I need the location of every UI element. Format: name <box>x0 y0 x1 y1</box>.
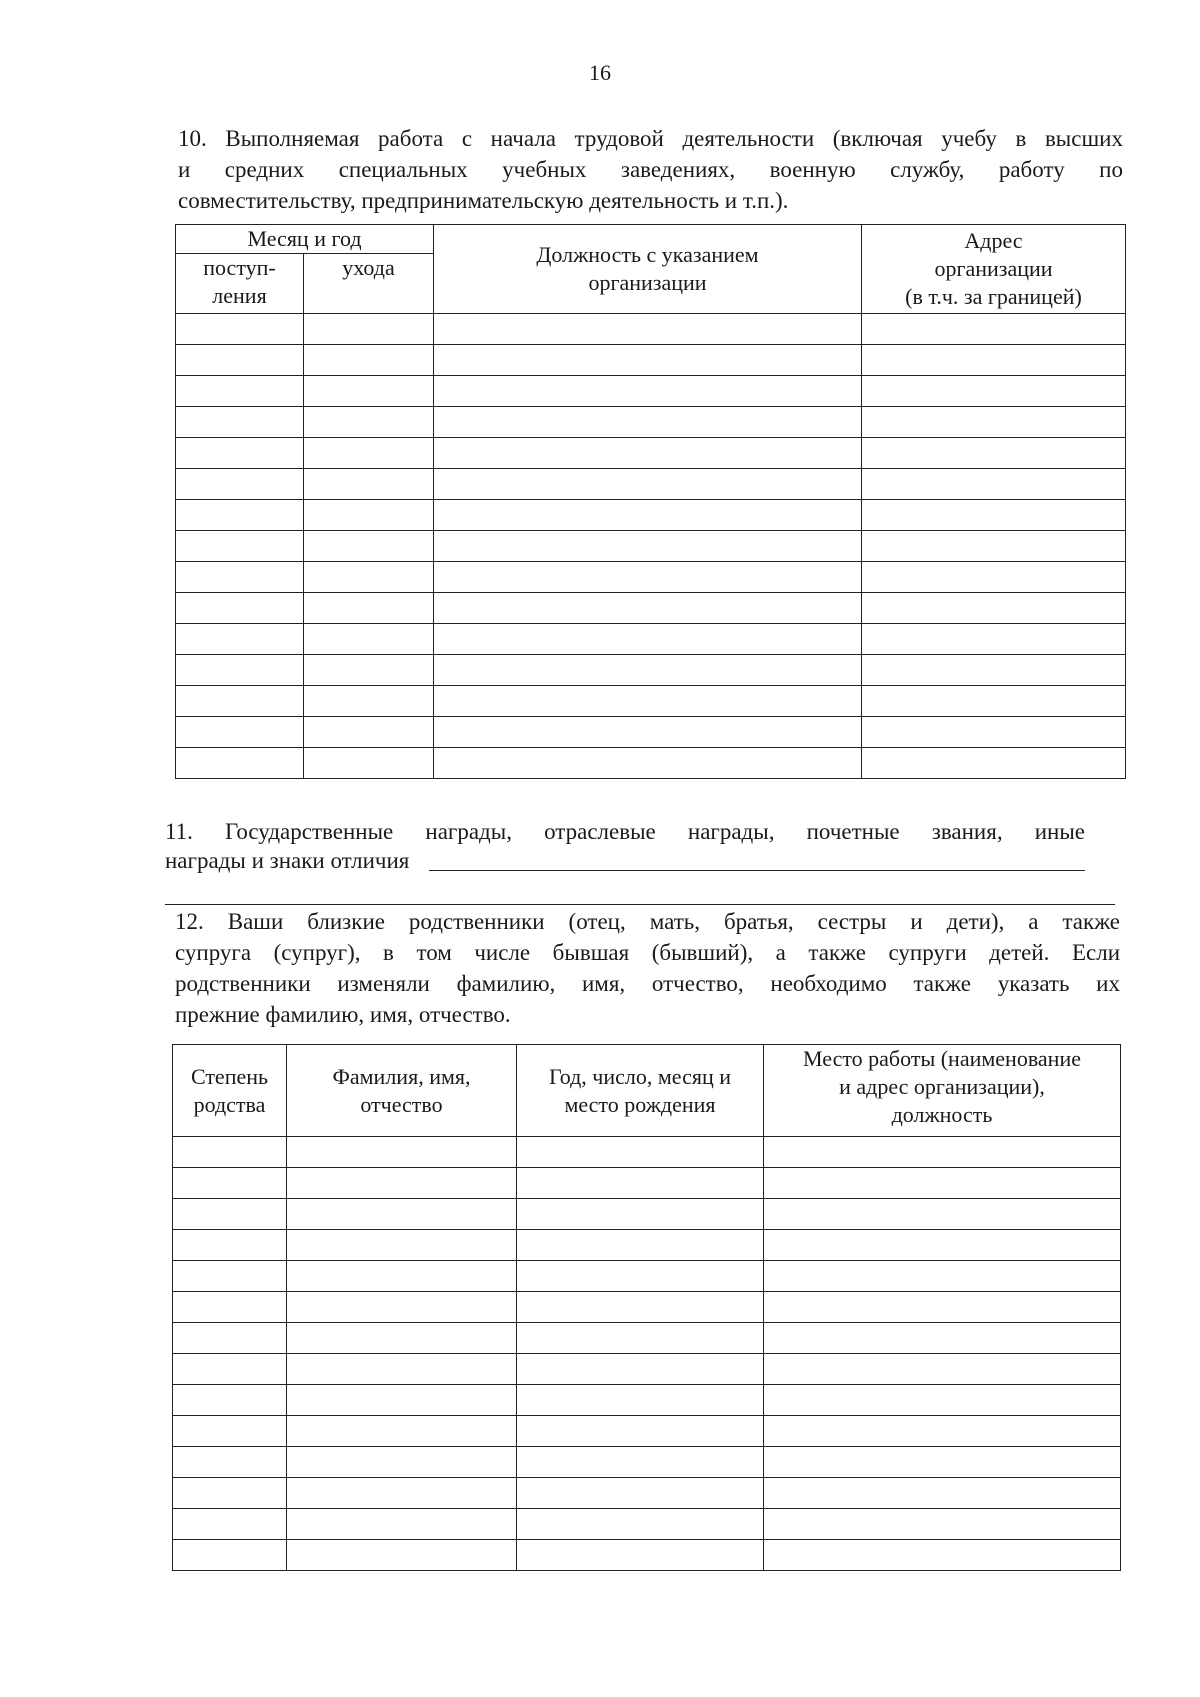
relatives-cell[interactable] <box>173 1323 287 1354</box>
section-10-line: совместительству, предпринимательскую деятельность и т.п.). <box>178 188 789 213</box>
work-history-row <box>176 531 1126 562</box>
header-relation <box>173 1045 287 1137</box>
header-birth-line: Год, число, месяц и <box>548 1063 732 1089</box>
work-history-cell[interactable] <box>862 469 1126 500</box>
work-history-cell[interactable] <box>304 345 434 376</box>
relatives-cell[interactable] <box>517 1261 764 1292</box>
section-10-line: 10. Выполняемая работа с начала трудовой деятельности (включая учебу в высших <box>178 126 1123 151</box>
relatives-cell[interactable] <box>287 1323 517 1354</box>
relatives-row <box>173 1478 1121 1509</box>
relatives-row <box>173 1199 1121 1230</box>
work-history-cell[interactable] <box>176 717 304 748</box>
work-history-cell[interactable] <box>862 531 1126 562</box>
relatives-cell[interactable] <box>173 1385 287 1416</box>
relatives-cell[interactable] <box>173 1416 287 1447</box>
relatives-cell[interactable] <box>173 1230 287 1261</box>
work-history-cell[interactable] <box>176 531 304 562</box>
relatives-cell[interactable] <box>764 1323 1121 1354</box>
relatives-row <box>173 1416 1121 1447</box>
work-history-cell[interactable] <box>304 655 434 686</box>
awards-fill-line[interactable] <box>429 869 1085 871</box>
relatives-cell[interactable] <box>764 1292 1121 1323</box>
header-start-line: ления <box>212 283 267 308</box>
section-12-line: родственники изменяли фамилию, имя, отчество, необходимо также указать их <box>175 971 1120 996</box>
work-history-row <box>176 686 1126 717</box>
work-history-cell[interactable] <box>176 562 304 593</box>
work-history-row <box>176 655 1126 686</box>
relatives-cell[interactable] <box>517 1416 764 1447</box>
work-history-cell[interactable] <box>304 407 434 438</box>
relatives-cell[interactable] <box>173 1540 287 1571</box>
relatives-cell[interactable] <box>173 1137 287 1168</box>
work-history-cell[interactable] <box>176 686 304 717</box>
work-history-cell[interactable] <box>304 624 434 655</box>
relatives-cell[interactable] <box>517 1540 764 1571</box>
relatives-cell[interactable] <box>287 1137 517 1168</box>
header-full-name-line: Фамилия, имя, <box>332 1063 471 1089</box>
header-start-line: поступ- <box>203 255 276 280</box>
relatives-cell[interactable] <box>287 1261 517 1292</box>
relatives-cell[interactable] <box>517 1354 764 1385</box>
work-history-cell[interactable] <box>862 748 1126 779</box>
work-history-row <box>176 376 1126 407</box>
work-history-cell[interactable] <box>304 562 434 593</box>
relatives-row <box>173 1447 1121 1478</box>
header-workplace <box>764 1045 1121 1137</box>
work-history-cell[interactable] <box>434 438 862 469</box>
work-history-cell[interactable] <box>862 438 1126 469</box>
header-month-year: Месяц и год <box>176 225 434 254</box>
relatives-row <box>173 1354 1121 1385</box>
work-history-cell[interactable] <box>862 717 1126 748</box>
work-history-cell[interactable] <box>862 345 1126 376</box>
relatives-cell[interactable] <box>517 1292 764 1323</box>
work-history-row <box>176 717 1126 748</box>
awards-continuation-line[interactable] <box>165 904 1115 905</box>
header-workplace-line: должность <box>891 1102 993 1127</box>
relatives-table <box>172 1044 1121 1571</box>
work-history-cell[interactable] <box>434 407 862 438</box>
relatives-cell[interactable] <box>764 1478 1121 1509</box>
work-history-cell[interactable] <box>434 686 862 717</box>
relatives-row <box>173 1540 1121 1571</box>
section-11-line: 11. Государственные награды, отраслевые награды, почетные звания, иные <box>165 819 1085 844</box>
work-history-cell[interactable] <box>304 748 434 779</box>
section-10-line: и средних специальных учебных заведениях, военную службу, работу по <box>178 157 1123 182</box>
work-history-cell[interactable] <box>176 748 304 779</box>
work-history-cell[interactable] <box>304 500 434 531</box>
work-history-cell[interactable] <box>862 655 1126 686</box>
relatives-row <box>173 1323 1121 1354</box>
relatives-cell[interactable] <box>173 1261 287 1292</box>
work-history-cell[interactable] <box>304 531 434 562</box>
work-history-cell[interactable] <box>862 500 1126 531</box>
relatives-row <box>173 1168 1121 1199</box>
section-12-line: супруга (супруг), в том числе бывшая (бывший), а также супруги детей. Если <box>175 940 1120 965</box>
work-history-row <box>176 469 1126 500</box>
relatives-row <box>173 1137 1121 1168</box>
work-history-row <box>176 345 1126 376</box>
relatives-cell[interactable] <box>173 1478 287 1509</box>
relatives-cell[interactable] <box>764 1509 1121 1540</box>
header-position-line: Должность с указанием <box>536 242 759 267</box>
relatives-cell[interactable] <box>517 1199 764 1230</box>
work-history-cell[interactable] <box>434 500 862 531</box>
work-history-row <box>176 500 1126 531</box>
relatives-cell[interactable] <box>287 1230 517 1261</box>
work-history-row <box>176 438 1126 469</box>
work-history-cell[interactable] <box>434 531 862 562</box>
section-12-text <box>175 906 1120 1030</box>
work-history-cell[interactable] <box>862 407 1126 438</box>
relatives-cell[interactable] <box>287 1168 517 1199</box>
work-history-cell[interactable] <box>434 314 862 345</box>
relatives-cell[interactable] <box>287 1447 517 1478</box>
work-history-cell[interactable] <box>176 593 304 624</box>
work-history-table <box>175 224 1126 779</box>
relatives-cell[interactable] <box>287 1385 517 1416</box>
section-11-label: награды и знаки отличия <box>165 848 410 873</box>
work-history-row <box>176 562 1126 593</box>
header-full-name-line: отчество <box>360 1091 443 1117</box>
relatives-cell[interactable] <box>287 1292 517 1323</box>
work-history-cell[interactable] <box>862 686 1126 717</box>
work-history-cell[interactable] <box>304 593 434 624</box>
relatives-cell[interactable] <box>173 1447 287 1478</box>
relatives-cell[interactable] <box>173 1292 287 1323</box>
relatives-row <box>173 1261 1121 1292</box>
relatives-row <box>173 1292 1121 1323</box>
relatives-cell[interactable] <box>287 1509 517 1540</box>
relatives-cell[interactable] <box>764 1199 1121 1230</box>
work-history-row <box>176 624 1126 655</box>
relatives-cell[interactable] <box>764 1385 1121 1416</box>
relatives-cell[interactable] <box>517 1478 764 1509</box>
header-workplace-line: Место работы (наименование <box>802 1046 1081 1071</box>
work-history-cell[interactable] <box>434 345 862 376</box>
relatives-cell[interactable] <box>287 1478 517 1509</box>
relatives-cell[interactable] <box>287 1354 517 1385</box>
work-history-row <box>176 314 1126 345</box>
relatives-cell[interactable] <box>764 1230 1121 1261</box>
header-relation-line: Степень <box>190 1063 269 1089</box>
work-history-cell[interactable] <box>434 748 862 779</box>
header-address-line: организации <box>934 256 1053 281</box>
header-full-name <box>287 1045 517 1137</box>
work-history-cell[interactable] <box>434 624 862 655</box>
work-history-cell[interactable] <box>176 376 304 407</box>
work-history-cell[interactable] <box>304 438 434 469</box>
work-history-cell[interactable] <box>434 469 862 500</box>
relatives-cell[interactable] <box>173 1168 287 1199</box>
section-12-line: прежние фамилию, имя, отчество. <box>175 1002 511 1027</box>
relatives-cell[interactable] <box>764 1540 1121 1571</box>
work-history-cell[interactable] <box>862 562 1126 593</box>
work-history-cell[interactable] <box>304 469 434 500</box>
work-history-cell[interactable] <box>304 717 434 748</box>
relatives-cell[interactable] <box>764 1354 1121 1385</box>
work-history-cell[interactable] <box>176 500 304 531</box>
relatives-cell[interactable] <box>517 1137 764 1168</box>
work-history-cell[interactable] <box>176 314 304 345</box>
section-12-line: 12. Ваши близкие родственники (отец, мать, братья, сестры и дети), а также <box>175 909 1120 934</box>
relatives-cell[interactable] <box>173 1199 287 1230</box>
header-position <box>434 225 862 314</box>
relatives-cell[interactable] <box>287 1416 517 1447</box>
header-address <box>862 225 1126 314</box>
work-history-cell[interactable] <box>862 624 1126 655</box>
work-history-cell[interactable] <box>176 469 304 500</box>
work-history-cell[interactable] <box>176 345 304 376</box>
relatives-row <box>173 1509 1121 1540</box>
relatives-cell[interactable] <box>517 1447 764 1478</box>
work-history-cell[interactable] <box>862 314 1126 345</box>
relatives-cell[interactable] <box>764 1168 1121 1199</box>
header-birth <box>517 1045 764 1137</box>
work-history-cell[interactable] <box>304 376 434 407</box>
relatives-cell[interactable] <box>517 1509 764 1540</box>
relatives-cell[interactable] <box>517 1323 764 1354</box>
relatives-cell[interactable] <box>764 1261 1121 1292</box>
header-birth-line: место рождения <box>564 1091 716 1117</box>
relatives-cell[interactable] <box>517 1385 764 1416</box>
header-end: ухода <box>304 254 434 314</box>
work-history-cell[interactable] <box>304 686 434 717</box>
relatives-cell[interactable] <box>517 1230 764 1261</box>
section-10-text <box>178 123 1123 216</box>
work-history-cell[interactable] <box>434 593 862 624</box>
relatives-cell[interactable] <box>764 1416 1121 1447</box>
relatives-cell[interactable] <box>287 1199 517 1230</box>
section-11 <box>165 817 1085 875</box>
work-history-cell[interactable] <box>176 624 304 655</box>
page-number: 16 <box>589 60 611 85</box>
relatives-cell[interactable] <box>517 1168 764 1199</box>
header-address-line: (в т.ч. за границей) <box>905 284 1082 309</box>
relatives-row <box>173 1385 1121 1416</box>
header-position-line: организации <box>588 270 707 295</box>
relatives-cell[interactable] <box>287 1540 517 1571</box>
work-history-cell[interactable] <box>434 655 862 686</box>
relatives-cell[interactable] <box>764 1137 1121 1168</box>
header-address-line: Адрес <box>964 228 1023 253</box>
work-history-cell[interactable] <box>176 438 304 469</box>
relatives-cell[interactable] <box>173 1509 287 1540</box>
work-history-cell[interactable] <box>862 593 1126 624</box>
work-history-row <box>176 748 1126 779</box>
header-workplace-line: и адрес организации), <box>839 1074 1045 1099</box>
work-history-cell[interactable] <box>434 562 862 593</box>
work-history-cell[interactable] <box>304 314 434 345</box>
header-relation-line: родства <box>193 1091 266 1117</box>
work-history-cell[interactable] <box>434 376 862 407</box>
work-history-row <box>176 407 1126 438</box>
relatives-row <box>173 1230 1121 1261</box>
relatives-cell[interactable] <box>173 1354 287 1385</box>
work-history-cell[interactable] <box>176 655 304 686</box>
work-history-cell[interactable] <box>176 407 304 438</box>
work-history-cell[interactable] <box>862 376 1126 407</box>
work-history-cell[interactable] <box>434 717 862 748</box>
header-start <box>176 254 304 314</box>
section-11-line-2 <box>165 846 1085 875</box>
work-history-row <box>176 593 1126 624</box>
relatives-cell[interactable] <box>764 1447 1121 1478</box>
